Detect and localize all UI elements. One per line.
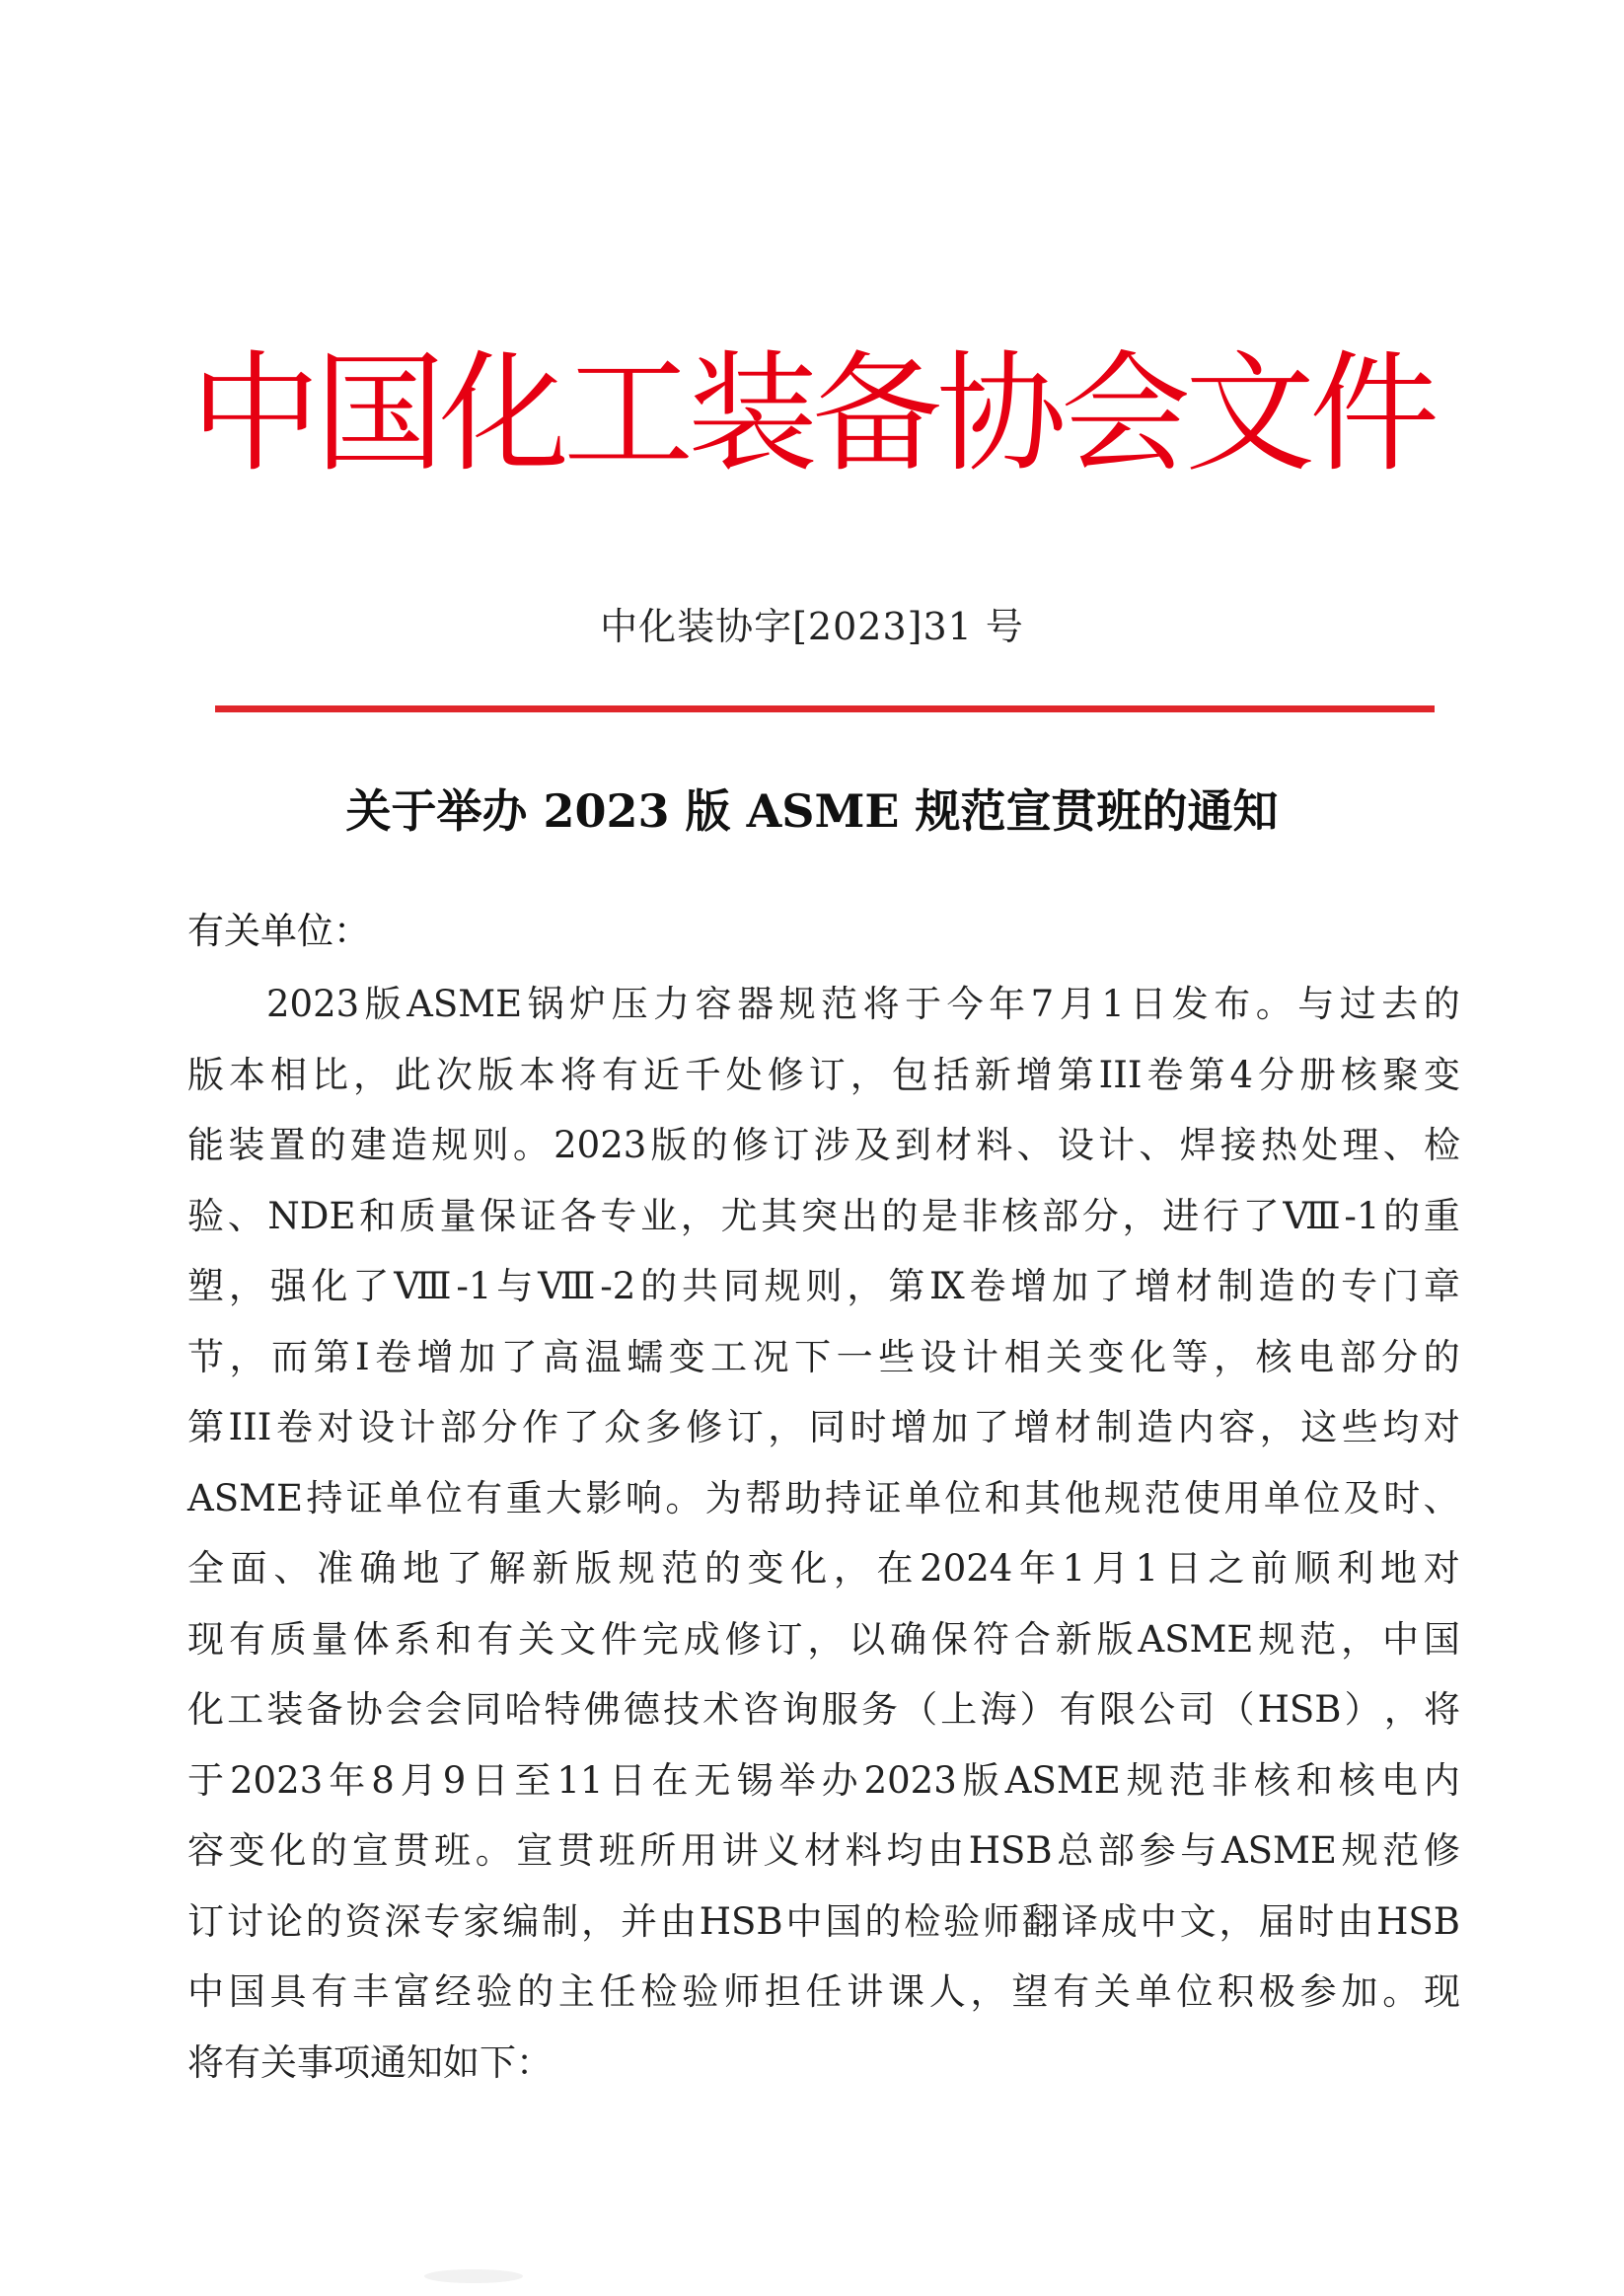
body-line: 于 2023 年 8 月 9 日 至 11 日 在 无 锡 举 办 2023 版 ASME 规 范 非 核 和 核 电 内 (187, 1758, 1460, 1802)
body-line: 容 变 化 的 宣 贯 班 。 宣 贯 班 所 用 讲 义 材 料 均 由 HSB 总 部 参 与 ASME 规 范 修 (187, 1829, 1460, 1872)
body-line: 将 有 关 事 项 通 知 如 下 ： (187, 2040, 553, 2084)
body-line: 版 本 相 比 ， 此 次 版 本 将 有 近 千 处 修 订 ， 包 括 新 增 第 III 卷 第 4 分 册 核 聚 变 (187, 1053, 1460, 1096)
body-line: 全 面 、 准 确 地 了 解 新 版 规 范 的 变 化 ， 在 2024 年 1 月 1 日 之 前 顺 利 地 对 (187, 1547, 1460, 1590)
body-line: 第 III 卷 对 设 计 部 分 作 了 众 多 修 订 ， 同 时 增 加 了 增 材 制 造 内 容 ， 这 些 均 对 (187, 1406, 1460, 1448)
body-line: 订 讨 论 的 资 深 专 家 编 制 ， 并 由 HSB 中 国 的 检 验 师 翻 译 成 中 文 ， 届 时 由 HSB (187, 1899, 1460, 1943)
masthead-title: 中国化工装备协会文件 (190, 338, 1434, 490)
body-line: 化 工 装 备 协 会 会 同 哈 特 佛 德 技 术 咨 询 服 务 （ 上 海 ） 有 限 公 司 （ HSB ） ， 将 (187, 1688, 1460, 1731)
body-line: 中 国 具 有 丰 富 经 验 的 主 任 检 验 师 担 任 讲 课 人 ， 望 有 关 单 位 积 极 参 加 。 现 (187, 1970, 1460, 2013)
scan-smudge (424, 2269, 523, 2283)
red-divider (215, 705, 1435, 712)
body-line: 节 ， 而 第 Ⅰ 卷 增 加 了 高 温 蠕 变 工 况 下 一 些 设 计 相 关 变 化 等 ， 核 电 部 分 的 (187, 1335, 1460, 1378)
body-line: 塑 ， 强 化 了 Ⅷ -1 与 Ⅷ -2 的 共 同 规 则 ， 第 Ⅸ 卷 增 加 了 增 材 制 造 的 专 门 章 (187, 1265, 1460, 1307)
salutation: 有关单位： (187, 910, 370, 952)
body-line: 现 有 质 量 体 系 和 有 关 文 件 完 成 修 订 ， 以 确 保 符 合 新 版 ASME 规 范 ， 中 国 (187, 1617, 1460, 1661)
body-line: 验 、 NDE 和 质 量 保 证 各 专 业 ， 尤 其 突 出 的 是 非 核 部 分 ， 进 行 了 Ⅷ -1 的 重 (187, 1194, 1460, 1237)
body-line: ASME 持 证 单 位 有 重 大 影 响 。 为 帮 助 持 证 单 位 和 其 他 规 范 使 用 单 位 及 时 、 (187, 1476, 1460, 1519)
notice-title: 关于举办 2023 版 ASME 规范宣贯班的通知 (345, 784, 1279, 838)
notice-body (187, 969, 1460, 2098)
document-number: 中化装协字[2023]31 号 (600, 605, 1024, 648)
body-line: 2023 版 ASME 锅 炉 压 力 容 器 规 范 将 于 今 年 7 月 1 日 发 布 。 与 过 去 的 (266, 983, 1460, 1025)
body-line: 能 装 置 的 建 造 规 则 。 2023 版 的 修 订 涉 及 到 材 料 、 设 计 、 焊 接 热 处 理 、 检 (187, 1124, 1460, 1166)
